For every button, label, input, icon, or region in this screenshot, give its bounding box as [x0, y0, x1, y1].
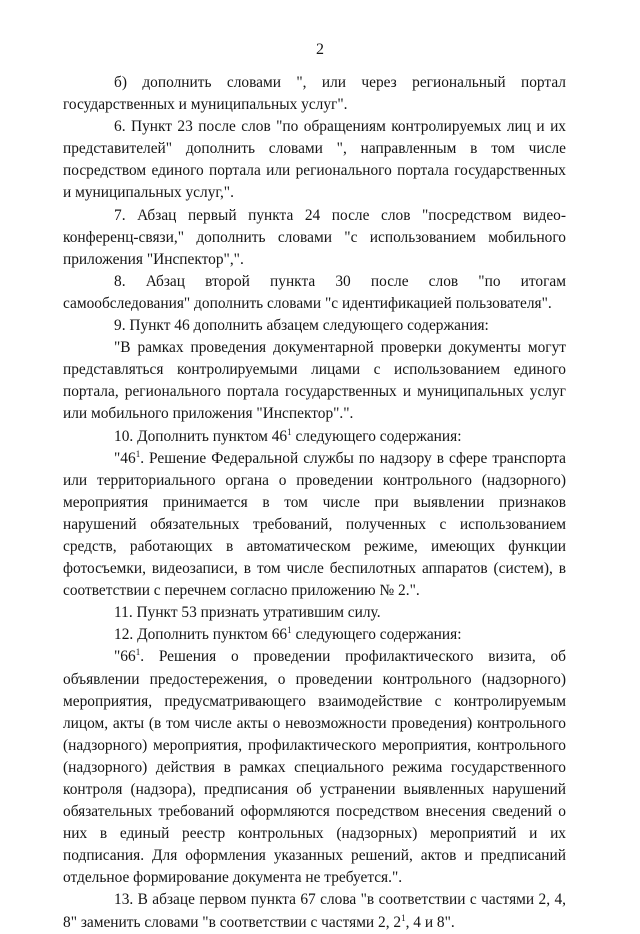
paragraph-12-quote	[63, 646, 566, 889]
paragraph-10	[63, 426, 566, 448]
document-body	[63, 72, 566, 934]
paragraph-10-quote	[63, 448, 566, 603]
paragraph-10-text: 10. Дополнить пунктом 46	[114, 427, 288, 445]
superscript: 1	[135, 448, 141, 459]
superscript: 1	[135, 647, 141, 658]
paragraph-12	[63, 624, 566, 646]
paragraph-13-text: 13. В абзаце первом пункта 67 слова "в соответствии с частями 2, 4, 8" заменить словами "в соответствии с частями 2, 2	[63, 891, 566, 931]
paragraph-13-text-end: , 4 и 8".	[405, 913, 455, 931]
superscript: 1	[287, 625, 292, 636]
paragraph-13	[63, 889, 566, 933]
quote-46-1-start: "46	[114, 449, 136, 467]
paragraph-6: 6. Пункт 23 после слов "по обращениям контролируемых лиц и их представителей" дополнить словами ", направленным в том числе посредством единого портала или регионального портала государственных и муниципальных услуг,".	[63, 118, 566, 202]
paragraph-5b: б) дополнить словами ", или через региональный портал государственных и муниципальных услуг".	[63, 74, 566, 114]
quote-66-1-text: . Решения о проведении профилактического визита, об объявлении предостережения, о проведении контрольного (надзорного) мероприятия, предусматривающего взаимодействие с контролируемым лицом, акты (в том числе акты о невозможности проведения) контрольного (надзорного) мероприятия, профилактического мероприятия, контрольного (надзорного) действия в рамках специального режима государственного контроля (надзора), предписания об устранении выявленных нарушений обязательных требований оформляются посредством внесения сведений о них в единый реестр контрольных (надзорных) мероприятий и их подписания. Для оформления указанных решений, актов и предписаний отдельное формирование документа не требуется.".	[63, 648, 566, 887]
paragraph-10-text-end: следующего содержания:	[291, 427, 462, 445]
superscript: 1	[287, 426, 292, 437]
quote-46-1-text: . Решение Федеральной службы по надзору в сфере транспорта или территориального органа о проведении контрольного (надзорного) мероприятия принимается в том числе при выявлении признаков нарушений обязательных требований, полученных с использованием средств, работающих в автоматическом режиме, имеющих функции фотосъемки, видеозаписи, в том числе беспилотных аппаратов (систем), в соответствии с перечнем согласно приложению № 2.".	[63, 449, 566, 600]
paragraph-12-text-end: следующего содержания:	[291, 626, 462, 644]
paragraph-9-quote: "В рамках проведения документарной проверки документы могут представляться контролируемыми лицами с использованием единого портала, регионального портала государственных и муниципальных услуг или мобильного приложения "Инспектор".".	[63, 339, 566, 423]
quote-66-1-start: "66	[114, 648, 136, 666]
superscript: 1	[401, 912, 406, 923]
page-number: 2	[316, 41, 324, 58]
paragraph-11: 11. Пункт 53 признать утратившим силу.	[114, 604, 381, 622]
paragraph-8: 8. Абзац второй пункта 30 после слов "по итогам самообследования" дополнить словами "с идентификацией пользователя".	[63, 272, 566, 312]
paragraph-7: 7. Абзац первый пункта 24 после слов "посредством видео-конференц-связи," дополнить словами "с использованием мобильного приложения "Инспектор",".	[63, 206, 566, 268]
paragraph-12-text: 12. Дополнить пунктом 66	[114, 626, 288, 644]
paragraph-9: 9. Пункт 46 дополнить абзацем следующего содержания:	[114, 317, 489, 335]
